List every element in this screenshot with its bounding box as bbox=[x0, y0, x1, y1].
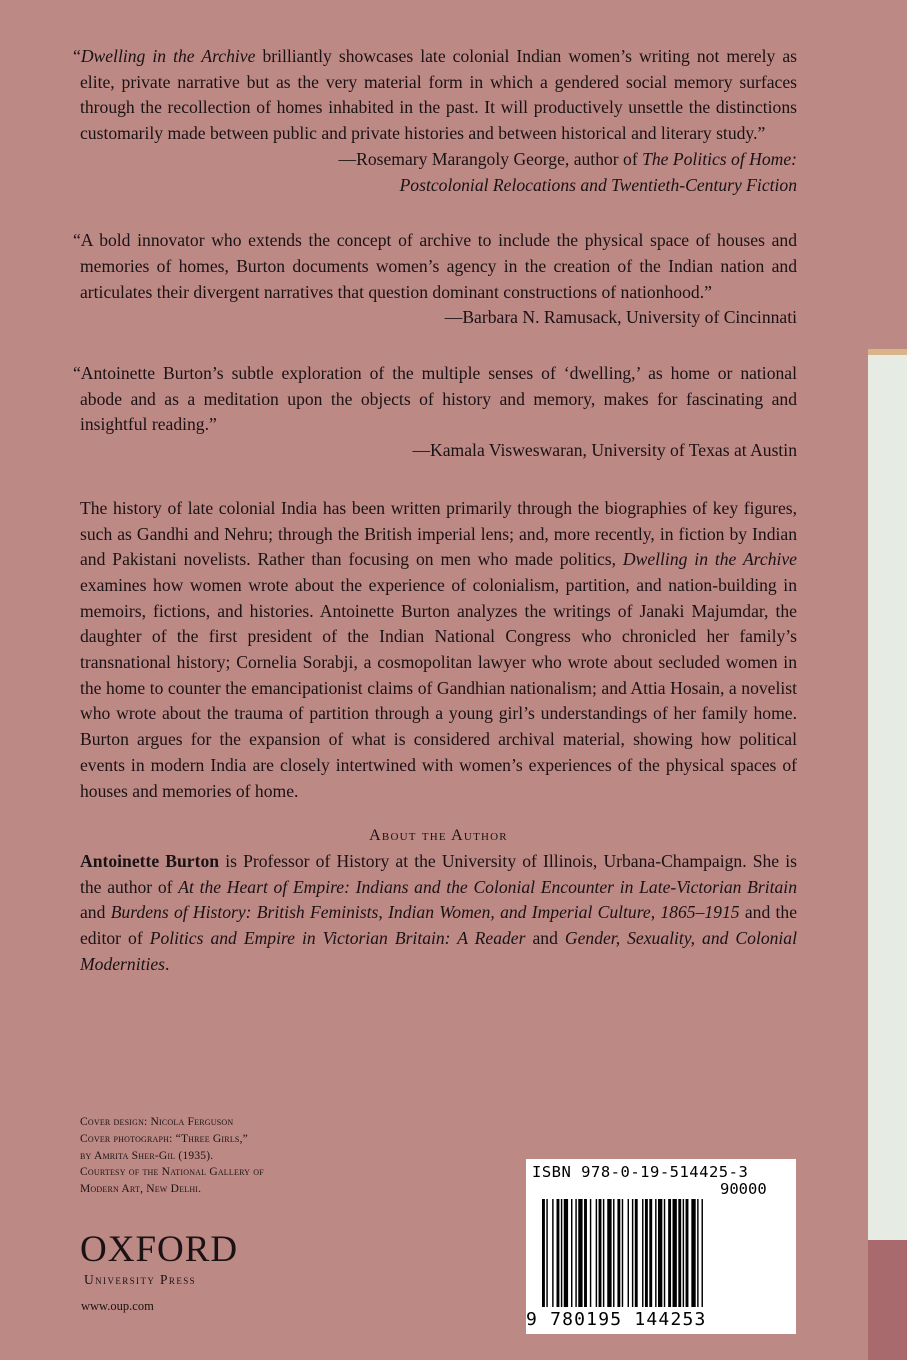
quote-1-attribution-title-2: Postcolonial Relocations and Twentieth-Century Fiction bbox=[399, 174, 797, 195]
barcode-bar bbox=[645, 1199, 648, 1307]
quote-1-body: brilliantly showcases late colonial Indian women’s writing not merely as elite, private narrative but as the very material form in which a gendered social memory surfaces through the recollection of homes inhabited in the past. It will productively unsettle the distinctions customarily made between public and private histories and between historical and literary study.” bbox=[80, 46, 797, 144]
barcode-bar bbox=[546, 1199, 547, 1307]
blurb-part-2: examines how women wrote about the experience of colonialism, partition, and nation-building in memoirs, fictions, and histories. Antoinette Burton analyzes the writings of Janaki Majumdar, the daughter of the first president of the Indian National Congress who chronicled her family’s transnational history; Cornelia Sorabji, a cosmopolitan lawyer who wrote about secluded women in the home to counter the emancipationist claims of Gandhian nationalism; and Attia Hosain, a novelist who wrote about the trauma of partition through a young girl’s understandings of her family home. Burton argues for the expansion of what is considered archival material, showing how political events in modern India are closely intertwined with women’s experiences of the physical spaces of houses and memories of home. bbox=[80, 574, 797, 801]
barcode-bar bbox=[603, 1199, 604, 1307]
barcode-bars bbox=[540, 1199, 784, 1309]
barcode-bar bbox=[628, 1199, 629, 1307]
quote-1-attribution-title-1: The Politics of Home: bbox=[642, 148, 797, 169]
spine-bottom bbox=[868, 1240, 907, 1360]
barcode-bar bbox=[542, 1199, 545, 1307]
barcode-bar bbox=[702, 1199, 703, 1307]
barcode-bar bbox=[564, 1199, 568, 1307]
barcode-bar bbox=[575, 1199, 576, 1307]
about-text-1: is Professor of History at the University of Illinois, Urbana-Champaign. She is the author of bbox=[80, 850, 797, 897]
quote-1 bbox=[73, 44, 797, 198]
barcode-bar bbox=[649, 1199, 652, 1307]
about-text-5: . bbox=[165, 953, 170, 974]
barcode-bar bbox=[578, 1199, 582, 1307]
quote-1-title: Dwelling in the Archive bbox=[80, 46, 256, 66]
isbn-barcode bbox=[526, 1159, 796, 1334]
barcode-bar bbox=[617, 1199, 620, 1307]
barcode-bar bbox=[691, 1199, 695, 1307]
quote-3-attribution: —Kamala Visweswaran, University of Texas at Austin bbox=[412, 440, 797, 461]
blurb-part-1: The history of late colonial India has been written primarily through the biographies of key figures, such as Gandhi and Nehru; through the British imperial lens; and, more recently, in fiction by Indian and Pakistani novelists. Rather than focusing on men who made politics, bbox=[80, 497, 797, 570]
barcode-bar bbox=[557, 1199, 560, 1307]
barcode-bar bbox=[642, 1199, 643, 1307]
quote-2-text: “A bold innovator who extends the concept of archive to include the physical space of houses and memories of homes, Burton documents women’s agency in the creation of the Indian nation and articulates their divergent narratives that question dominant constructions of nationhood.” bbox=[73, 230, 797, 302]
isbn-label: ISBN 978-0-19-514425-3 bbox=[532, 1163, 749, 1181]
quote-2 bbox=[73, 228, 797, 331]
barcode-bar bbox=[686, 1199, 689, 1307]
barcode-bar bbox=[632, 1199, 633, 1307]
publisher-subline: University Press bbox=[84, 1272, 197, 1287]
about-text-4: and bbox=[525, 928, 565, 949]
barcode-bar bbox=[697, 1199, 698, 1307]
barcode-bar bbox=[678, 1199, 681, 1307]
barcode-bar bbox=[552, 1199, 553, 1307]
publisher-url: www.oup.com bbox=[81, 1299, 154, 1313]
barcode-bar bbox=[561, 1199, 562, 1307]
text-column bbox=[73, 44, 797, 978]
barcode-bar bbox=[664, 1199, 665, 1307]
about-author-text bbox=[80, 849, 797, 978]
publisher-logo: OXFORD bbox=[80, 1229, 239, 1270]
spine-panel bbox=[868, 355, 907, 1240]
barcode-bar bbox=[590, 1199, 591, 1307]
barcode-bar bbox=[571, 1199, 572, 1307]
book-title-1: At the Heart of Empire: Indians and the Colonial Encounter in Late-Victorian Britain bbox=[178, 876, 797, 897]
description-blurb bbox=[80, 496, 797, 804]
credit-line: Modern Art, New Delhi. bbox=[80, 1183, 202, 1196]
price-code: 90000 bbox=[720, 1180, 767, 1198]
quote-3-text: “Antoinette Burton’s subtle exploration of the multiple senses of ‘dwelling,’ as home or national abode and as a meditation upon the objects of history and memory, makes for fascinating and insightful reading.” bbox=[73, 363, 797, 435]
about-text-3: and the editor of bbox=[80, 902, 797, 949]
quote-2-attribution: —Barbara N. Ramusack, University of Cincinnati bbox=[444, 307, 797, 328]
barcode-bar bbox=[668, 1199, 671, 1307]
barcode-bar bbox=[635, 1199, 638, 1307]
barcode-bar bbox=[584, 1199, 587, 1307]
quote-1-attribution-line-1 bbox=[80, 147, 797, 173]
barcode-bar bbox=[622, 1199, 623, 1307]
about-text-2: and bbox=[80, 902, 111, 923]
barcode-bar bbox=[683, 1199, 684, 1307]
barcode-bar bbox=[658, 1199, 662, 1307]
author-name: Antoinette Burton bbox=[80, 850, 220, 871]
barcode-bar bbox=[673, 1199, 677, 1307]
credit-line: by Amrita Sher-Gil (1935). bbox=[80, 1149, 214, 1162]
credit-line: Cover photograph: “Three Girls,” bbox=[80, 1132, 248, 1145]
book-title-4: Gender, Sexuality, and Colonial Modernities bbox=[80, 928, 797, 974]
quote-1-attribution: —Rosemary Marangoly George, author of bbox=[338, 148, 643, 169]
barcode-bar bbox=[607, 1199, 611, 1307]
blurb-title: Dwelling in the Archive bbox=[622, 549, 797, 570]
ean-digits: 9 780195 144253 bbox=[526, 1309, 707, 1330]
about-author-heading: About the Author bbox=[369, 827, 508, 845]
barcode-bar bbox=[655, 1199, 656, 1307]
credit-line: Courtesy of the National Gallery of bbox=[80, 1166, 264, 1179]
quote-3 bbox=[73, 361, 797, 464]
barcode-bar bbox=[613, 1199, 614, 1307]
book-title-3: Politics and Empire in Victorian Britain: A Reader bbox=[149, 928, 526, 949]
barcode-bar bbox=[596, 1199, 597, 1307]
quote-1-text: “Dwelling in the Archive brilliantly showcases late colonial Indian women’s writing not merely as elite, private narrative but as the very material form in which a gendered social memory surfaces through the recollection of homes inhabited in the past. It will productively unsettle the distinctions customarily made between public and private histories and between historical and literary study.” bbox=[73, 46, 797, 144]
quote-1-attribution-line-2 bbox=[80, 173, 797, 199]
credit-line: Cover design: Nicola Ferguson bbox=[80, 1116, 234, 1128]
book-title-2: Burdens of History: British Feminists, Indian Women, and Imperial Culture, 1865–1915 bbox=[110, 902, 740, 923]
cover-credits bbox=[80, 1114, 360, 1198]
barcode-bar bbox=[599, 1199, 602, 1307]
